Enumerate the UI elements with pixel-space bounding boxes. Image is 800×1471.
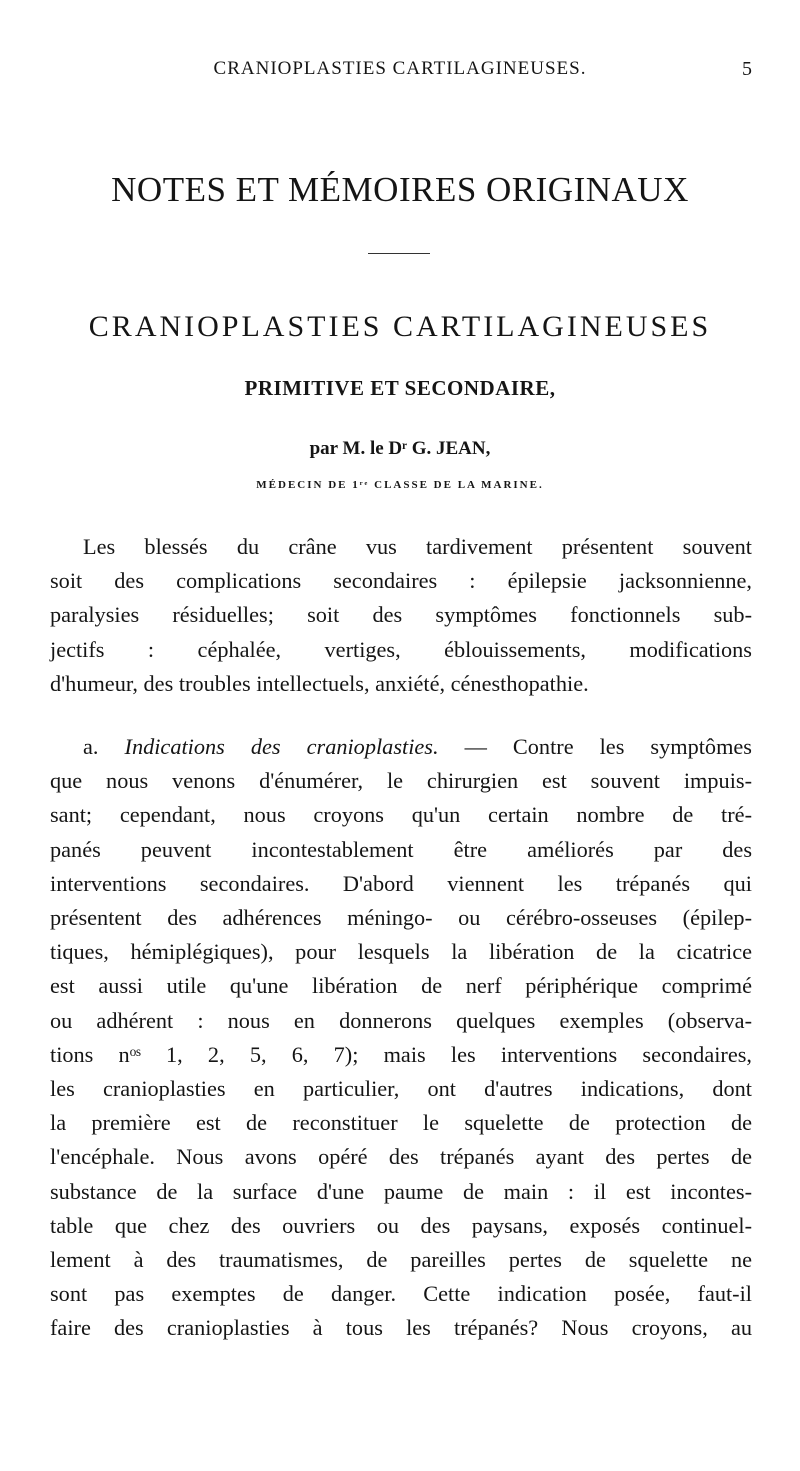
text-line: les cranioplasties en particulier, ont d'autres indications, dont — [50, 1076, 752, 1102]
text-line: panés peuvent incontestablement être améliorés par des — [50, 836, 752, 862]
article-subtitle: PRIMITIVE ET SECONDAIRE, — [244, 376, 556, 400]
text-line: présentent des adhérences méningo- ou cérébro-osseuses (épilep- — [50, 905, 752, 931]
intro-paragraph — [50, 530, 752, 701]
section-a-paragraph — [50, 730, 752, 1346]
text-line: d'humeur, des troubles intellectuels, anxiété, cénesthopathie. — [50, 670, 589, 696]
author-affiliation: MÉDECIN DE 1ʳᵉ CLASSE DE LA MARINE. — [256, 479, 544, 491]
text-line: la première est de reconstituer le squelette de protection de — [50, 1110, 752, 1136]
text-line: interventions secondaires. D'abord viennent les trépanés qui — [50, 870, 752, 896]
running-title: CRANIOPLASTIES CARTILAGINEUSES. — [213, 58, 587, 79]
text-line: est aussi utile qu'une libération de nerf périphérique comprimé — [50, 973, 752, 999]
author-byline: par M. le Dʳ G. JEAN, — [309, 438, 491, 459]
divider — [368, 253, 430, 254]
text-line: table que chez des ouvriers ou des paysans, exposés continuel- — [50, 1212, 752, 1238]
page-number: 5 — [742, 58, 752, 80]
text-line: substance de la surface d'une paume de main : il est incontes- — [50, 1178, 752, 1204]
text-line: que nous venons d'énumérer, le chirurgien est souvent impuis- — [50, 768, 752, 794]
text-line: sont pas exemptes de danger. Cette indication posée, faut-il — [50, 1281, 752, 1307]
section-title: NOTES ET MÉMOIRES ORIGINAUX — [111, 170, 689, 209]
section-label: a. — [83, 734, 99, 759]
article-title: CRANIOPLASTIES CARTILAGINEUSES — [88, 310, 712, 343]
text-line: ou adhérent : nous en donnerons quelques exemples (observa- — [50, 1007, 752, 1033]
text-line: tiques, hémiplégiques), pour lesquels la libération de la cicatrice — [50, 939, 752, 965]
text-line: l'encéphale. Nous avons opéré des trépanés ayant des pertes de — [50, 1144, 752, 1170]
text-line: Les blessés du crâne vus tardivement présentent souvent — [83, 534, 752, 559]
text-line: — Contre les symptômes — [464, 734, 752, 759]
text-line: lement à des traumatismes, de pareilles pertes de squelette ne — [50, 1247, 752, 1273]
text-line: tions nᵒˢ 1, 2, 5, 6, 7); mais les interventions secondaires, — [50, 1041, 752, 1067]
section-heading: Indications des cranioplasties. — [124, 734, 439, 759]
text-line: jectifs : céphalée, vertiges, éblouissements, modifications — [50, 636, 752, 662]
running-head — [0, 58, 800, 88]
text-line: soit des complications secondaires : épilepsie jacksonnienne, — [50, 568, 752, 594]
section-a-first-line — [50, 730, 752, 764]
text-line: faire des cranioplasties à tous les trépanés? Nous croyons, au — [50, 1315, 752, 1341]
text-line: sant; cependant, nous croyons qu'un certain nombre de tré- — [50, 802, 752, 828]
text-line: paralysies résiduelles; soit des symptômes fonctionnels sub- — [50, 602, 752, 628]
